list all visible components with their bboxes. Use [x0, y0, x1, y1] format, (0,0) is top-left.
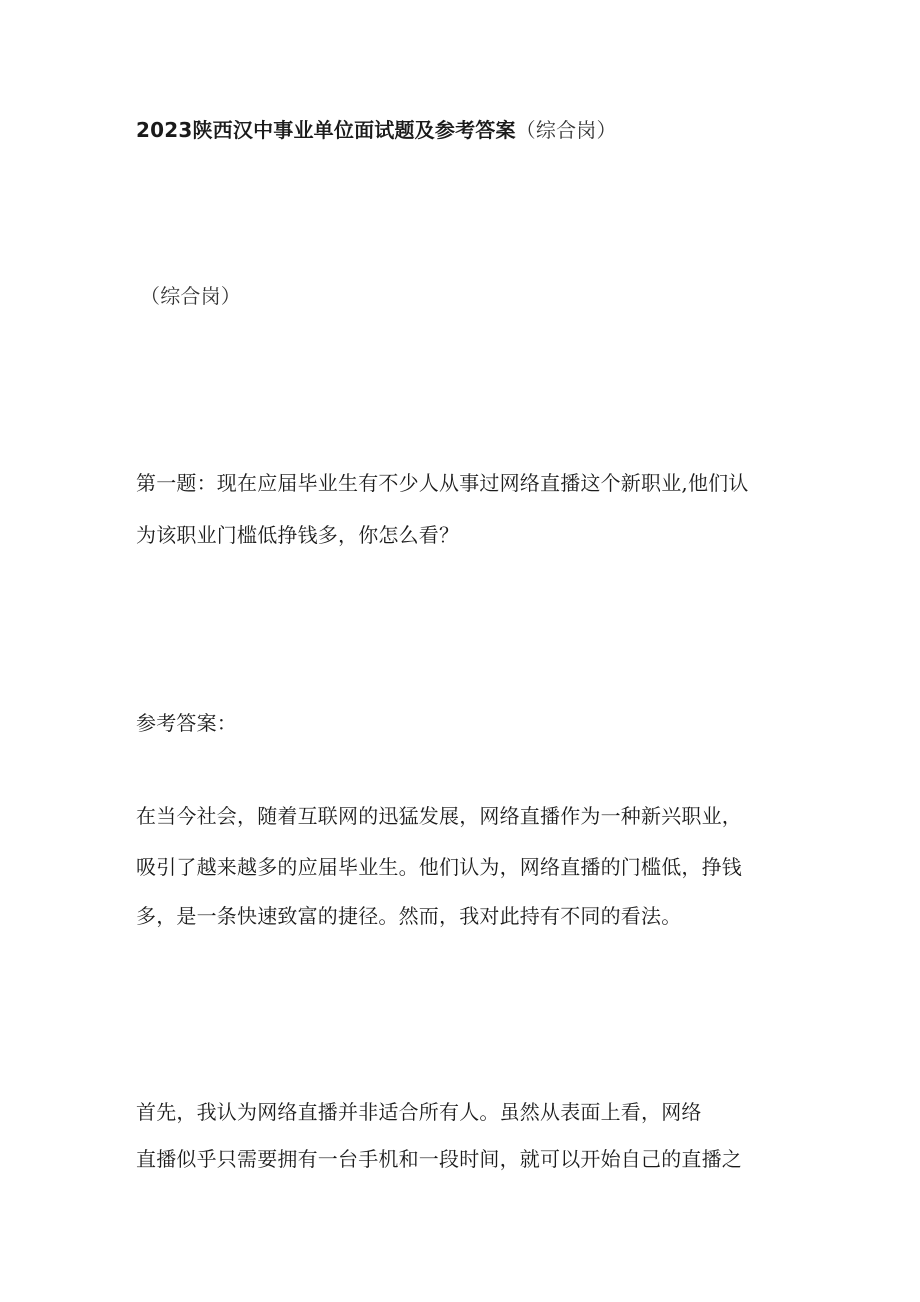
- answer-paragraph-1-line-2: 吸引了越来越多的应届毕业生。他们认为，网络直播的门槛低，挣钱: [136, 855, 742, 879]
- answer-paragraph-2-line-2: 直播似乎只需要拥有一台手机和一段时间，就可以开始自己的直播之: [136, 1147, 742, 1171]
- section-subtitle: （综合岗）: [140, 284, 241, 308]
- answer-paragraph-1-line-3: 多，是一条快速致富的捷径。然而，我对此持有不同的看法。: [136, 904, 682, 928]
- answer-paragraph-2-line-1: 首先，我认为网络直播并非适合所有人。虽然从表面上看，网络: [136, 1100, 702, 1124]
- question-line-1: 第一题：现在应届毕业生有不少人从事过网络直播这个新职业,他们认: [136, 471, 749, 495]
- question-line-2: 为该职业门槛低挣钱多，你怎么看？: [136, 523, 460, 547]
- title-main: 2023陕西汉中事业单位面试题及参考答案: [136, 118, 516, 142]
- answer-label: 参考答案：: [136, 711, 237, 735]
- title-suffix: （综合岗）: [515, 118, 617, 142]
- answer-paragraph-1-line-1: 在当今社会，随着互联网的迅猛发展，网络直播作为一种新兴职业，: [136, 804, 742, 828]
- document-title: [136, 116, 617, 144]
